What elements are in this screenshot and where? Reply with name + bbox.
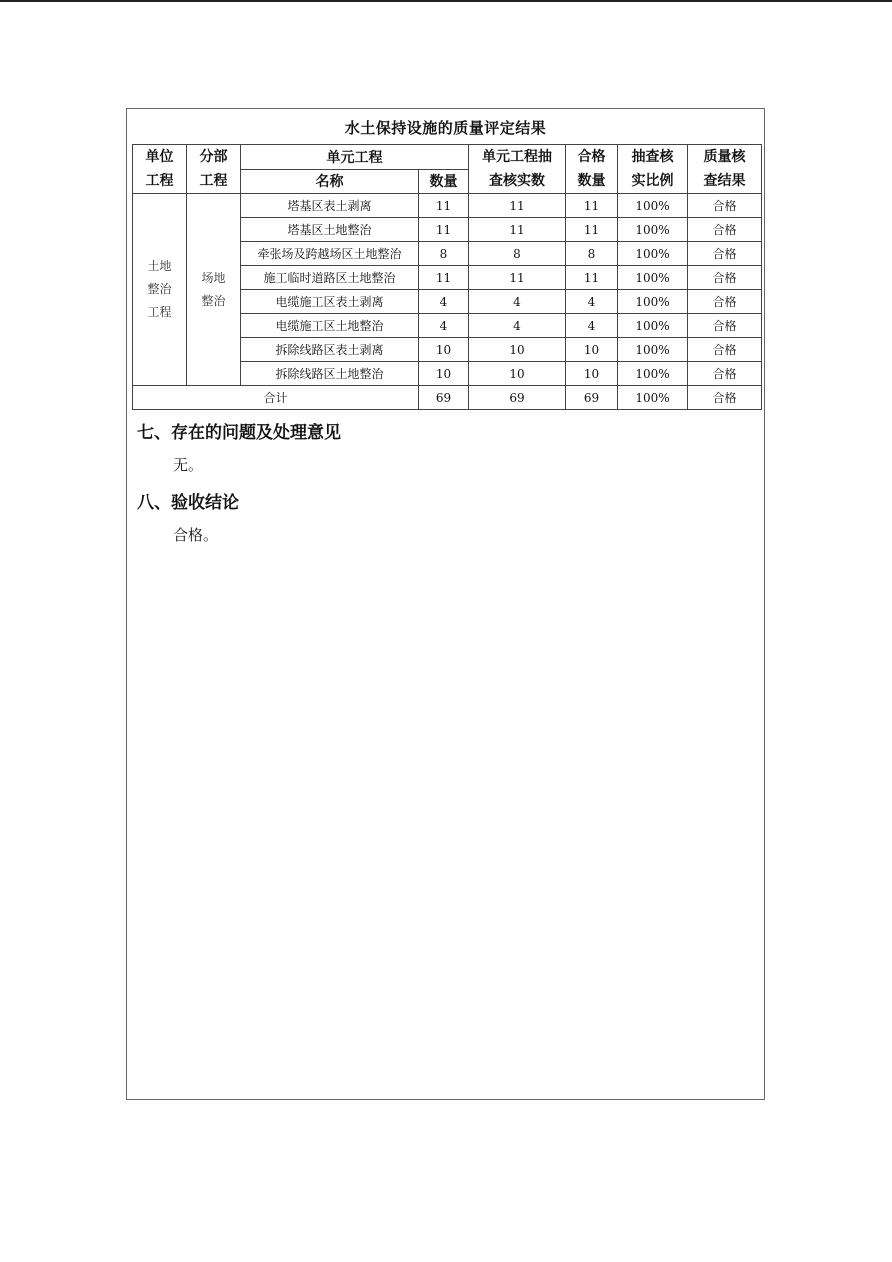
row-passed: 10 — [566, 338, 618, 362]
row-sampled: 10 — [469, 362, 566, 386]
row-name: 塔基区土地整治 — [241, 218, 419, 242]
header-count: 数量 — [419, 169, 469, 194]
row-passed: 11 — [566, 194, 618, 218]
section7-body: 无。 — [173, 456, 204, 474]
row-count: 10 — [419, 338, 469, 362]
row-name: 牵张场及跨越场区土地整治 — [241, 242, 419, 266]
row-sampled: 4 — [469, 290, 566, 314]
header-element-project: 单元工程 — [241, 145, 469, 170]
row-name: 施工临时道路区土地整治 — [241, 266, 419, 290]
row-ratio: 100% — [618, 362, 688, 386]
row-count: 11 — [419, 194, 469, 218]
row-result: 合格 — [688, 194, 762, 218]
row-count: 8 — [419, 242, 469, 266]
row-result: 合格 — [688, 266, 762, 290]
document-frame — [126, 108, 765, 1100]
table-row — [133, 194, 762, 218]
row-passed: 4 — [566, 290, 618, 314]
branch-project-cell: 场地 整治 — [187, 194, 241, 386]
total-passed: 69 — [566, 386, 618, 410]
total-result: 合格 — [688, 386, 762, 410]
row-sampled: 11 — [469, 218, 566, 242]
row-passed: 8 — [566, 242, 618, 266]
header-sampled: 单元工程抽 查核实数 — [469, 145, 566, 194]
quality-assessment-table — [132, 144, 762, 410]
row-name: 拆除线路区土地整治 — [241, 362, 419, 386]
total-sampled: 69 — [469, 386, 566, 410]
row-ratio: 100% — [618, 242, 688, 266]
header-ratio: 抽查核 实比例 — [618, 145, 688, 194]
total-count: 69 — [419, 386, 469, 410]
row-name: 电缆施工区表土剥离 — [241, 290, 419, 314]
row-passed: 4 — [566, 314, 618, 338]
total-row — [133, 386, 762, 410]
row-sampled: 11 — [469, 194, 566, 218]
section7-heading: 七、存在的问题及处理意见 — [137, 423, 341, 443]
row-ratio: 100% — [618, 314, 688, 338]
top-border-line — [0, 0, 892, 2]
header-unit-project: 单位 工程 — [133, 145, 187, 194]
total-label: 合计 — [133, 386, 419, 410]
row-ratio: 100% — [618, 266, 688, 290]
row-sampled: 11 — [469, 266, 566, 290]
row-ratio: 100% — [618, 194, 688, 218]
row-passed: 11 — [566, 218, 618, 242]
row-ratio: 100% — [618, 290, 688, 314]
row-sampled: 10 — [469, 338, 566, 362]
header-branch-project: 分部 工程 — [187, 145, 241, 194]
section8-heading: 八、验收结论 — [137, 493, 239, 513]
total-ratio: 100% — [618, 386, 688, 410]
row-result: 合格 — [688, 314, 762, 338]
row-name: 拆除线路区表土剥离 — [241, 338, 419, 362]
section8-body: 合格。 — [173, 526, 219, 544]
row-result: 合格 — [688, 362, 762, 386]
header-name: 名称 — [241, 169, 419, 194]
row-passed: 11 — [566, 266, 618, 290]
row-result: 合格 — [688, 242, 762, 266]
row-sampled: 8 — [469, 242, 566, 266]
table-title: 水土保持设施的质量评定结果 — [344, 119, 547, 137]
row-name: 塔基区表土剥离 — [241, 194, 419, 218]
row-result: 合格 — [688, 218, 762, 242]
row-count: 11 — [419, 218, 469, 242]
row-ratio: 100% — [618, 338, 688, 362]
row-count: 11 — [419, 266, 469, 290]
row-name: 电缆施工区土地整治 — [241, 314, 419, 338]
header-result: 质量核 查结果 — [688, 145, 762, 194]
row-result: 合格 — [688, 338, 762, 362]
row-count: 10 — [419, 362, 469, 386]
row-count: 4 — [419, 290, 469, 314]
unit-project-cell: 土地 整治 工程 — [133, 194, 187, 386]
row-sampled: 4 — [469, 314, 566, 338]
row-result: 合格 — [688, 290, 762, 314]
header-passed: 合格 数量 — [566, 145, 618, 194]
row-ratio: 100% — [618, 218, 688, 242]
row-count: 4 — [419, 314, 469, 338]
row-passed: 10 — [566, 362, 618, 386]
